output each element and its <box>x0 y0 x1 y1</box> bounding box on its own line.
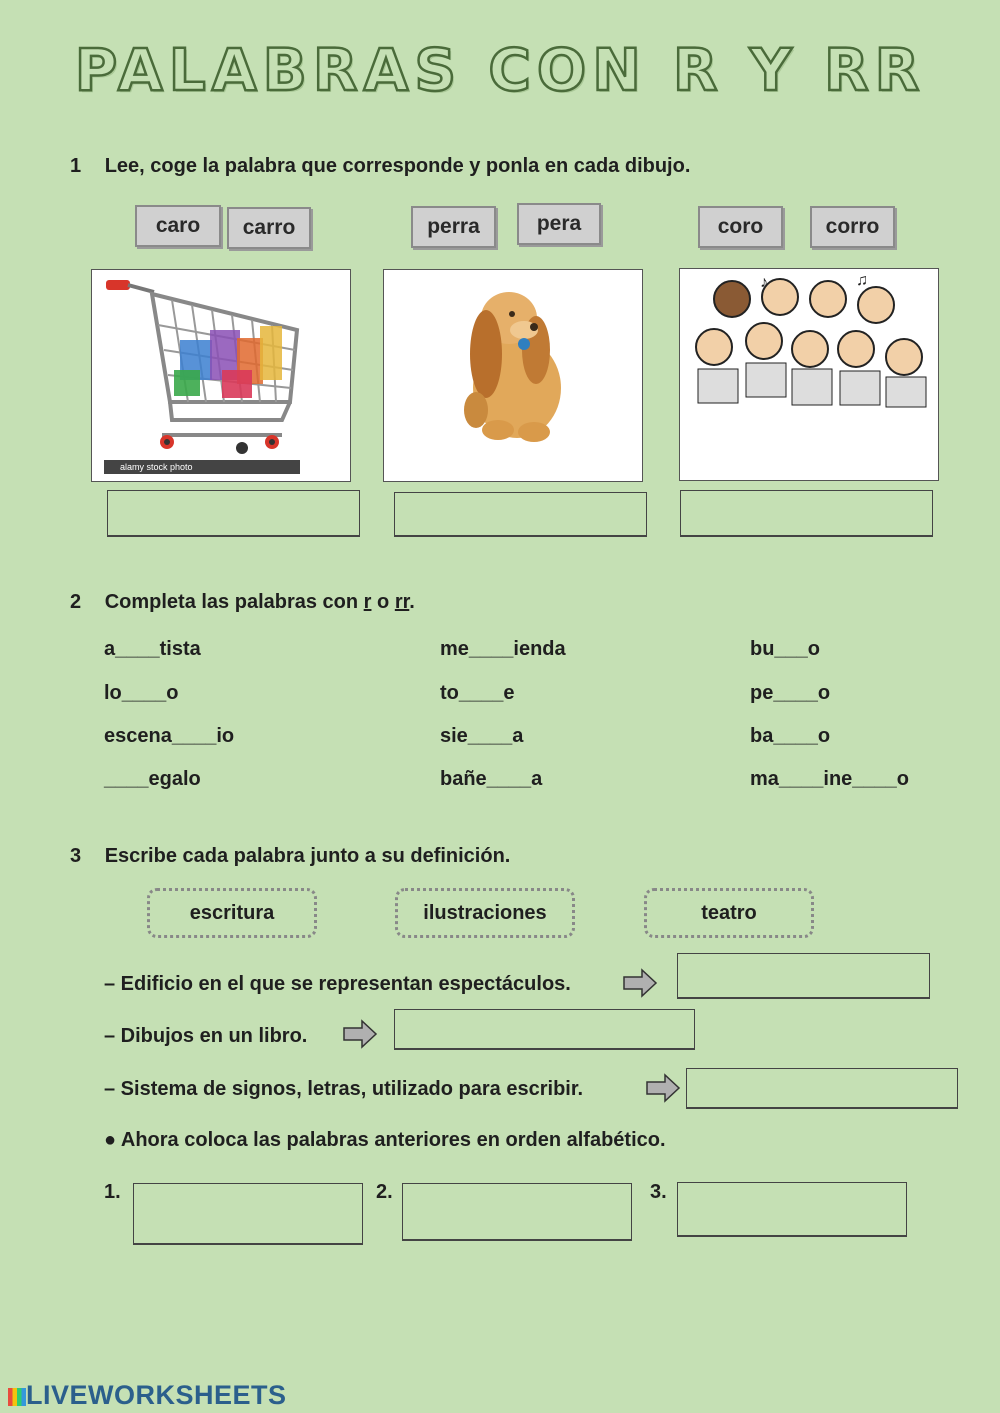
order-answer-box-1[interactable] <box>133 1183 363 1245</box>
order-answer-box-3[interactable] <box>677 1182 907 1237</box>
fill-word[interactable]: sie____a <box>440 725 524 747</box>
fill-word[interactable]: to____e <box>440 682 515 704</box>
dog-picture <box>383 269 643 482</box>
definition-answer-box-2[interactable] <box>394 1009 695 1050</box>
section-3-instruction: Escribe cada palabra junto a su definición. <box>104 845 511 867</box>
alphabetical-order-instruction: ● Ahora coloca las palabras anteriores en orden alfabético. <box>104 1129 666 1151</box>
stock-photo-label: alamy stock photo <box>120 462 193 472</box>
brand-text: LIVEWORKSHEETS <box>26 1380 287 1410</box>
word-chip-coro[interactable]: coro <box>698 206 783 248</box>
order-label-2: 2. <box>376 1181 393 1203</box>
definition-2: – Dibujos en un libro. <box>104 1025 308 1047</box>
fill-word[interactable]: escena____io <box>104 725 235 747</box>
letter-rr: rr <box>394 591 410 613</box>
liveworksheets-logo <box>8 1380 287 1411</box>
dog-icon <box>384 270 642 481</box>
fill-word[interactable]: a____tista <box>104 638 201 660</box>
fill-word[interactable]: ma____ine____o <box>750 768 910 790</box>
section-2-heading <box>70 591 415 614</box>
answer-box-cart[interactable] <box>107 490 360 537</box>
section-2-dot: . <box>409 591 415 613</box>
liveworksheets-mark-icon <box>8 1388 26 1406</box>
word-chip-corro[interactable]: corro <box>810 206 895 248</box>
fill-word[interactable]: me____ienda <box>440 638 566 660</box>
section-2-number: 2 <box>70 591 82 613</box>
fill-word[interactable]: ba____o <box>750 725 831 747</box>
definition-1: – Edificio en el que se representan espectáculos. <box>104 973 571 995</box>
word-chip-caro[interactable]: caro <box>135 205 221 247</box>
arrow-right-icon <box>342 1019 378 1049</box>
order-label-3: 3. <box>650 1181 667 1203</box>
svg-text:♪: ♪ <box>760 274 768 291</box>
word-chip-pera[interactable]: pera <box>517 203 601 245</box>
svg-text:♫: ♫ <box>856 272 868 289</box>
shopping-cart-icon <box>92 270 350 481</box>
section-1-instruction: Lee, coge la palabra que corresponde y ponla en cada dibujo. <box>104 155 691 177</box>
definition-answer-box-1[interactable] <box>677 953 930 999</box>
shopping-cart-picture <box>91 269 351 482</box>
word-chip-perra[interactable]: perra <box>411 206 496 248</box>
definition-3: – Sistema de signos, letras, utilizado para escribir. <box>104 1078 584 1100</box>
letter-r: r <box>363 591 372 613</box>
section-3-heading <box>70 845 510 868</box>
section-3-number: 3 <box>70 845 82 867</box>
word-chip-escritura[interactable]: escritura <box>147 888 317 938</box>
section-1-heading <box>70 155 690 178</box>
definition-answer-box-3[interactable] <box>686 1068 958 1109</box>
arrow-right-icon <box>645 1073 681 1103</box>
arrow-right-icon <box>622 968 658 998</box>
answer-box-choir[interactable] <box>680 490 933 537</box>
order-answer-box-2[interactable] <box>402 1183 632 1241</box>
word-chip-ilustraciones[interactable]: ilustraciones <box>395 888 575 938</box>
order-label-1: 1. <box>104 1181 121 1203</box>
conjunction-o: o <box>371 591 395 613</box>
choir-picture <box>679 268 939 481</box>
answer-box-dog[interactable] <box>394 492 647 537</box>
page-title: PALABRAS CON R Y RR <box>74 36 926 104</box>
fill-word[interactable]: ____egalo <box>104 768 201 790</box>
word-chip-teatro[interactable]: teatro <box>644 888 814 938</box>
section-1-number: 1 <box>70 155 82 177</box>
fill-word[interactable]: bu___o <box>750 638 821 660</box>
fill-word[interactable]: pe____o <box>750 682 831 704</box>
word-chip-carro[interactable]: carro <box>227 207 311 249</box>
fill-word[interactable]: lo____o <box>104 682 179 704</box>
section-2-instruction: Completa las palabras con <box>104 591 364 613</box>
choir-icon <box>680 269 938 480</box>
fill-word[interactable]: bañe____a <box>440 768 543 790</box>
